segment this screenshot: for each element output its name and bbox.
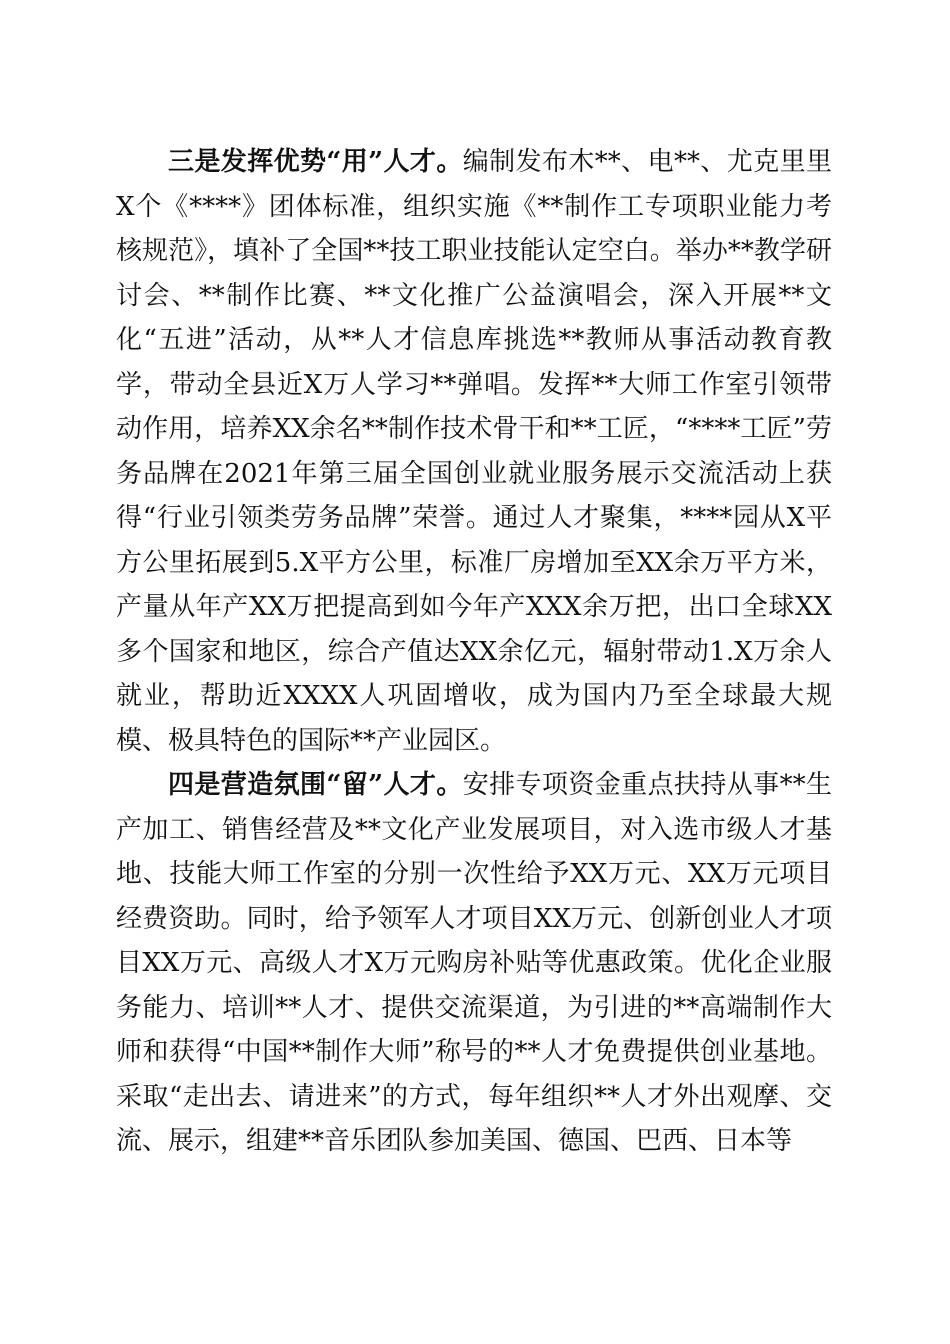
paragraph-body: 编制发布木**、电**、尤克里里X个《****》团体标准，组织实施《**制作工专项职业能力考核规范》，填补了全国**技工职业技能认定空白。举办**教学研讨会、**制作比赛、**文化推广公益演唱会，深入开展**文化“五进”活动，从**人才信息库挑选**教师从事活动教育教学，带动全县近X万人学习**弹唱。发挥**大师工作室引领带动作用，培养XX余名**制作技术骨干和**工匠，“****工匠”劳务品牌在2021年第三届全国创业就业服务展示交流活动上获得“行业引领类劳务品牌”荣誉。通过人才聚集，****园从X平方公里拓展到5.X平方公里，标准厂房增加至XX余万平方米，产量从年产XX万把提高到如今年产XXX余万把，出口全球XX多个国家和地区，综合产值达XX余亿元，辐射带动1.X万余人就业，帮助近XXXX人巩固增收，成为国内乃至全球最大规模、极具特色的国际**产业园区。 [116,147,832,756]
paragraph-body: 安排专项资金重点扶持从事**生产加工、销售经营及**文化产业发展项目，对入选市级人才基地、技能大师工作室的分别一次性给予XX万元、XX万元项目经费资助。同时，给予领军人才项目XX万元、创新创业人才项目XX万元、高级人才X万元购房补贴等优惠政策。优化企业服务能力、培训**人才、提供交流渠道，为引进的**高端制作大师和获得“中国**制作大师”称号的**人才免费提供创业基地。采取“走出去、请进来”的方式，每年组织**人才外出观摩、交流、展示，组建**音乐团队参加美国、德国、巴西、日本等 [116,770,832,1156]
paragraph-heading: 三是发挥优势“用”人才。 [168,147,463,177]
paragraph-heading: 四是营造氛围“留”人才。 [168,770,463,800]
paragraph-talent-retention [116,763,832,1164]
body-text [116,140,832,1164]
paragraph-talent-utilization [116,140,832,763]
